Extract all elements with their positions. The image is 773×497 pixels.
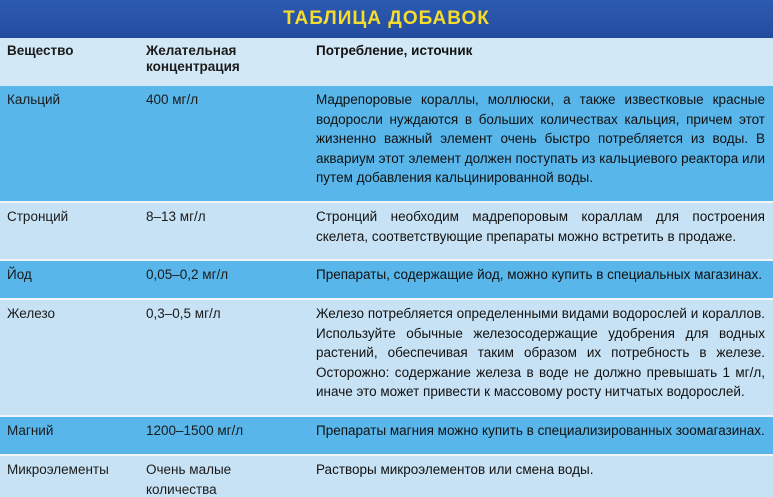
cell-source: Стронций необходим мадрепоровым кораллам для построения скелета, соответствующие препараты можно встретить в продаже. xyxy=(316,209,765,244)
header-substance: Вещество xyxy=(7,43,74,58)
cell-concentration: Очень малые количества xyxy=(146,462,232,497)
cell-source: Мадрепоровые кораллы, моллюски, а также известковые красные водоросли нуждаются в больших количествах кальция, причем этот жизненно важный элемент очень быстро потребляется из воды. В аквариум этот элемент должен поступать из кальциевого реактора или путем добавления кальцинированной воды. xyxy=(316,92,765,185)
cell-source: Растворы микроэлементов или смена воды. xyxy=(316,462,594,477)
header-concentration xyxy=(138,38,308,86)
cell-substance: Магний xyxy=(7,423,54,438)
table-header-row xyxy=(0,38,773,86)
table-row xyxy=(0,300,773,415)
cell-concentration: 400 мг/л xyxy=(146,92,199,107)
cell-concentration: 0,3–0,5 мг/л xyxy=(146,306,221,321)
cell-substance: Кальций xyxy=(7,92,61,107)
table-row xyxy=(0,456,773,497)
cell-substance: Железо xyxy=(7,306,55,321)
cell-source: Препараты, содержащие йод, можно купить в специальных магазинах. xyxy=(316,267,763,282)
table-row xyxy=(0,417,773,454)
cell-concentration: 0,05–0,2 мг/л xyxy=(146,267,229,282)
header-concentration-line2: концентрация xyxy=(146,59,240,74)
cell-substance: Стронций xyxy=(7,209,69,224)
header-source: Потребление, источник xyxy=(316,43,473,58)
table-row xyxy=(0,203,773,259)
cell-substance: Микроэлементы xyxy=(7,462,109,477)
table-row xyxy=(0,86,773,201)
table-title: ТАБЛИЦА ДОБАВОК xyxy=(283,8,490,29)
additives-table xyxy=(0,38,773,497)
cell-source: Железо потребляется определенными видами водорослей и кораллов. Используйте обычные железосодержащие удобрения для водных растений, обеспечивая таким образом их потребность в железе. Осторожно: содержание железа в воде не должно превышать 1 мг/л, иначе это может привести к массовому росту нитчатых водорослей. xyxy=(316,306,765,399)
cell-concentration: 1200–1500 мг/л xyxy=(146,423,244,438)
header-concentration-line1: Желательная xyxy=(146,43,237,58)
cell-substance: Йод xyxy=(7,267,32,282)
cell-source: Препараты магния можно купить в специализированных зоомагазинах. xyxy=(316,423,765,438)
title-bar xyxy=(0,0,773,38)
table-row xyxy=(0,261,773,298)
cell-concentration: 8–13 мг/л xyxy=(146,209,206,224)
